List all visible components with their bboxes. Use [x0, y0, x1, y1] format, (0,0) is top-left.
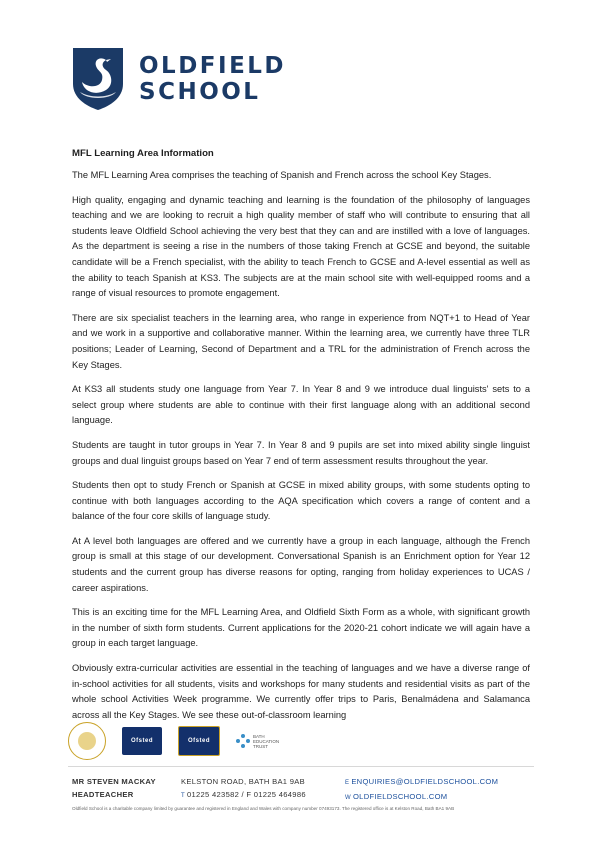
accreditation-logos — [68, 722, 283, 760]
trust-name: BATH EDUCATION TRUST — [253, 733, 280, 749]
ofsted-badge-label: Ofsted — [187, 738, 210, 744]
ofsted-badge-label: Ofsted — [130, 738, 153, 744]
body-paragraph: There are six specialist teachers in the learning area, who range in experience from NQT+1 to Head of Year and we work in a supportive and collaborative manner. Within the learning area, we currently have three TLR positions; Leader of Learning, Second of Department and a TRL for the administration of French across the Key Stages. — [72, 312, 530, 370]
swan-shield-icon — [70, 46, 126, 112]
body-paragraph: This is an exciting time for the MFL Learning Area, and Oldfield Sixth Form as a whole, with significant growth in the number of sixth form students. Current applications for the 2020-21 cohort indicate we will again have a group in each target language. — [72, 607, 530, 649]
phone-prefix: T — [181, 793, 185, 799]
body-paragraph: At KS3 all students study one language from Year 7. In Year 8 and 9 we introduce dual linguists' sets to a select group where students are able to continue with their first language along with an additional second language. — [72, 384, 530, 426]
body-paragraph: At A level both languages are offered and we currently have a group in each language, although the French group is small at this stage of our development. Conversational Spanish is an Enrichment option for Year 12 students and the current group has diverse reasons for opting, ranging from holiday experiences to UCAS / career aspirations. — [72, 535, 530, 593]
headteacher-name: MR STEVEN MACKAY — [72, 777, 156, 786]
arts-council-badge-icon — [68, 722, 106, 760]
body-paragraph: High quality, engaging and dynamic teaching and learning is the foundation of the philosophy of languages teaching and we are looking to recruit a high quality member of staff who will contribute to ensuring that all students leave Oldfield School achieving the very best that they can and are instilled with a love of languages. As the department is seeing a rise in the numbers of those taking French at GCSE and beyond, the suitable candidate will be a French specialist, with the ability to teach French to GCSE and A-level essential as well as the ability to teach Spanish at KS3. The subjects are at the main school site with well-equipped rooms and a range of visual resources to promote engagement. — [72, 194, 530, 299]
school-phone: 01225 423582 / F 01225 464986 — [186, 790, 306, 799]
body-paragraph: The MFL Learning Area comprises the teaching of Spanish and French across the school Key Stages. — [72, 170, 492, 180]
footer-contact — [345, 775, 498, 805]
logo-wordmark-line1: OLDFIELD — [139, 52, 287, 79]
headteacher-title: HEADTEACHER — [72, 790, 134, 799]
logo-wordmark-line2: SCHOOL — [139, 78, 261, 105]
footer-headteacher — [72, 775, 156, 801]
school-logo — [70, 46, 286, 112]
email-prefix: E — [345, 780, 350, 786]
body-paragraph: Obviously extra-curricular activities are essential in the teaching of languages and we have a diverse range of in-school activities for all students, visits and workshops for many students and residential visits as part of the whole school Activities Week programme. We currently offer trips to Paris, Benalmádena and Salamanca across all the Key Stages. We see these out-of-classroom learning — [72, 663, 530, 720]
school-website-link[interactable]: OLDFIELDSCHOOL.COM — [352, 792, 448, 801]
letter-body — [72, 148, 530, 732]
trust-dots-icon — [236, 734, 250, 748]
legal-notice: Oldfield School is a charitable company limited by guarantee and registered in England and Wales with company number 07493173. The registered office is at Kelston Road, Bath BA1 9AB — [72, 806, 455, 811]
footer-divider — [68, 766, 534, 767]
school-address: KELSTON ROAD, BATH BA1 9AB — [181, 777, 305, 786]
body-paragraph: Students are taught in tutor groups in Year 7. In Year 8 and 9 pupils are set into mixed ability single linguist groups and dual linguist groups based on Year 7 end of term assessment results throughout the year. — [72, 439, 530, 466]
school-email-link[interactable]: ENQUIRIES@OLDFIELDSCHOOL.COM — [351, 777, 499, 786]
body-paragraph: Students then opt to study French or Spanish at GCSE in mixed ability groups, with some students opting to continue with both languages according to the AQA specification which covers a range of content and a balance of the four core skills of language study. — [72, 480, 530, 522]
footer-address — [181, 775, 306, 803]
ofsted-outstanding-badge-icon — [178, 726, 220, 756]
education-trust-badge — [236, 734, 283, 749]
ofsted-badge-icon — [122, 727, 162, 755]
web-prefix: W — [345, 795, 351, 801]
document-heading: MFL Learning Area Information — [72, 148, 214, 159]
